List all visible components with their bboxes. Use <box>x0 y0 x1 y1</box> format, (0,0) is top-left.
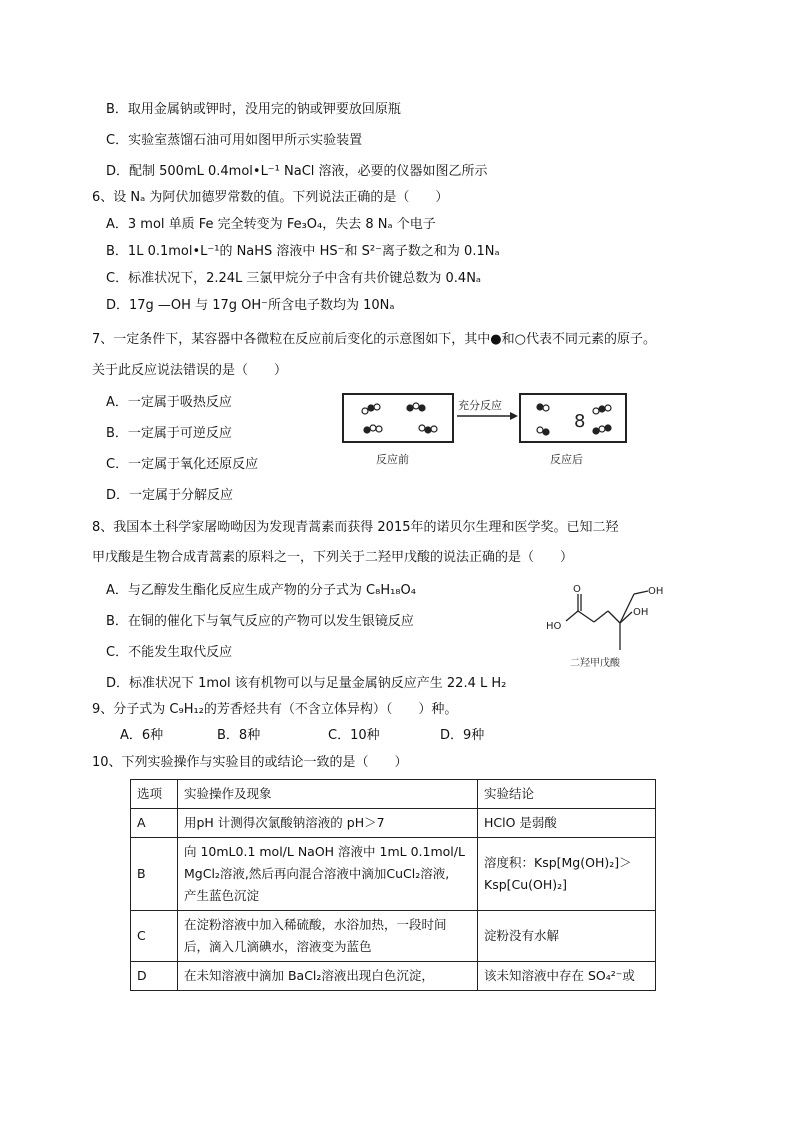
q8-option-d: D．标准状况下 1mol 该有机物可以与足量金属钠反应产生 22.4 L H₂ <box>106 676 507 691</box>
table-header-row <box>131 780 656 809</box>
row-a-option: A <box>131 809 178 838</box>
q10-stem: 10、下列实验操作与实验目的或结论一致的是（ ） <box>92 755 408 770</box>
q6-option-c: C．标准状况下，2.24L 三氯甲烷分子中含有共价键总数为 0.4Nₐ <box>106 271 482 286</box>
q7-option-a: A．一定属于吸热反应 <box>106 395 232 410</box>
before-label: 反应前 <box>376 453 409 466</box>
q5-option-d: D．配制 500mL 0.4mol•L⁻¹ NaCl 溶液，必要的仪器如图乙所示 <box>106 164 488 179</box>
q6-option-d: D．17g —OH 与 17g OH⁻所含电子数均为 10Nₐ <box>106 298 395 313</box>
experiment-table <box>130 779 656 991</box>
row-b-conclusion: 溶度积：Ksp[Mg(OH)₂]＞ Ksp[Cu(OH)₂] <box>478 838 656 911</box>
q7-option-c: C．一定属于氧化还原反应 <box>106 457 259 472</box>
row-b-option: B <box>131 838 178 911</box>
q7-option-d: D．一定属于分解反应 <box>106 488 234 503</box>
row-d-conclusion: 该未知溶液中存在 SO₄²⁻或 <box>478 962 656 991</box>
q8-option-a: A．与乙醇发生酯化反应生成产物的分子式为 C₈H₁₈O₄ <box>106 583 416 598</box>
q7-stem: 7、一定条件下，某容器中各微粒在反应前后变化的示意图如下，其中●和○代表不同元素的原子。 <box>92 332 656 347</box>
after-digit: 8 <box>574 411 586 432</box>
arrow-head <box>510 412 518 420</box>
table-row <box>131 838 656 911</box>
row-a-operation: 用pH 计测得次氯酸钠溶液的 pH＞7 <box>178 809 478 838</box>
table-row <box>131 911 656 962</box>
table-row <box>131 962 656 991</box>
q6-option-b: B．1L 0.1mol•L⁻¹的 NaHS 溶液中 HS⁻和 S²⁻离子数之和为 0.1Nₐ <box>106 244 500 259</box>
q9-option-d: D．9种 <box>440 728 485 743</box>
row-a-conclusion: HClO 是弱酸 <box>478 809 656 838</box>
after-label: 反应后 <box>550 453 583 466</box>
q7-stem-cont: 关于此反应说法错误的是（ ） <box>92 363 288 378</box>
reaction-diagram <box>340 388 630 468</box>
q8-stem: 8、我国本土科学家屠呦呦因为发现青蒿素而获得 2015年的诺贝尔生理和医学奖。已知二羟 <box>92 520 619 535</box>
carbonyl-o-label: O <box>573 584 581 595</box>
table-row <box>131 809 656 838</box>
row-d-operation: 在未知溶液中滴加 BaCl₂溶液出现白色沉淀， <box>178 962 478 991</box>
q9-option-a: A．6种 <box>120 728 164 743</box>
header-operation: 实验操作及现象 <box>178 780 478 809</box>
q9-option-c: C．10种 <box>328 728 380 743</box>
oh-top-label: OH <box>648 586 664 597</box>
ho-label: HO <box>546 621 562 632</box>
row-c-option: C <box>131 911 178 962</box>
row-b-operation: 向 10mL0.1 mol/L NaOH 溶液中 1mL 0.1mol/L MgCl₂溶液,然后再向混合溶液中滴加CuCl₂溶液, 产生蓝色沉淀 <box>178 838 478 911</box>
q8-option-b: B．在铜的催化下与氧气反应的产物可以发生银镜反应 <box>106 614 414 629</box>
q6-option-a: A．3 mol 单质 Fe 完全转变为 Fe₃O₄，失去 8 Nₐ 个电子 <box>106 217 436 232</box>
row-c-conclusion: 淀粉没有水解 <box>478 911 656 962</box>
q7-option-b: B．一定属于可逆反应 <box>106 426 232 441</box>
q5-option-c: C．实验室蒸馏石油可用如图甲所示实验装置 <box>106 133 363 148</box>
header-option: 选项 <box>131 780 178 809</box>
row-c-operation: 在淀粉溶液中加入稀硫酸，水浴加热，一段时间 后，滴入几滴碘水，溶液变为蓝色 <box>178 911 478 962</box>
after-box <box>520 394 626 442</box>
q8-option-c: C．不能发生取代反应 <box>106 645 233 660</box>
before-box <box>343 394 453 442</box>
q8-stem-cont: 甲戊酸是生物合成青蒿素的原料之一，下列关于二羟甲戊酸的说法正确的是（ ） <box>92 550 574 565</box>
q9-stem: 9、分子式为 C₉H₁₂的芳香烃共有（不含立体异构）（ ）种。 <box>92 702 458 717</box>
header-conclusion: 实验结论 <box>478 780 656 809</box>
oh-mid-label: OH <box>633 607 649 618</box>
structure-svg <box>540 580 670 672</box>
structure-diagram <box>540 580 670 672</box>
arrow-label: 充分反应 <box>458 399 502 412</box>
structure-name: 二羟甲戊酸 <box>570 658 620 669</box>
q9-option-b: B．8种 <box>217 728 261 743</box>
q5-option-b: B．取用金属钠或钾时，没用完的钠或钾要放回原瓶 <box>106 102 401 117</box>
row-d-option: D <box>131 962 178 991</box>
reaction-diagram-svg <box>340 388 630 468</box>
q6-stem: 6、设 Nₐ 为阿伏加德罗常数的值。下列说法正确的是（ ） <box>92 190 449 205</box>
